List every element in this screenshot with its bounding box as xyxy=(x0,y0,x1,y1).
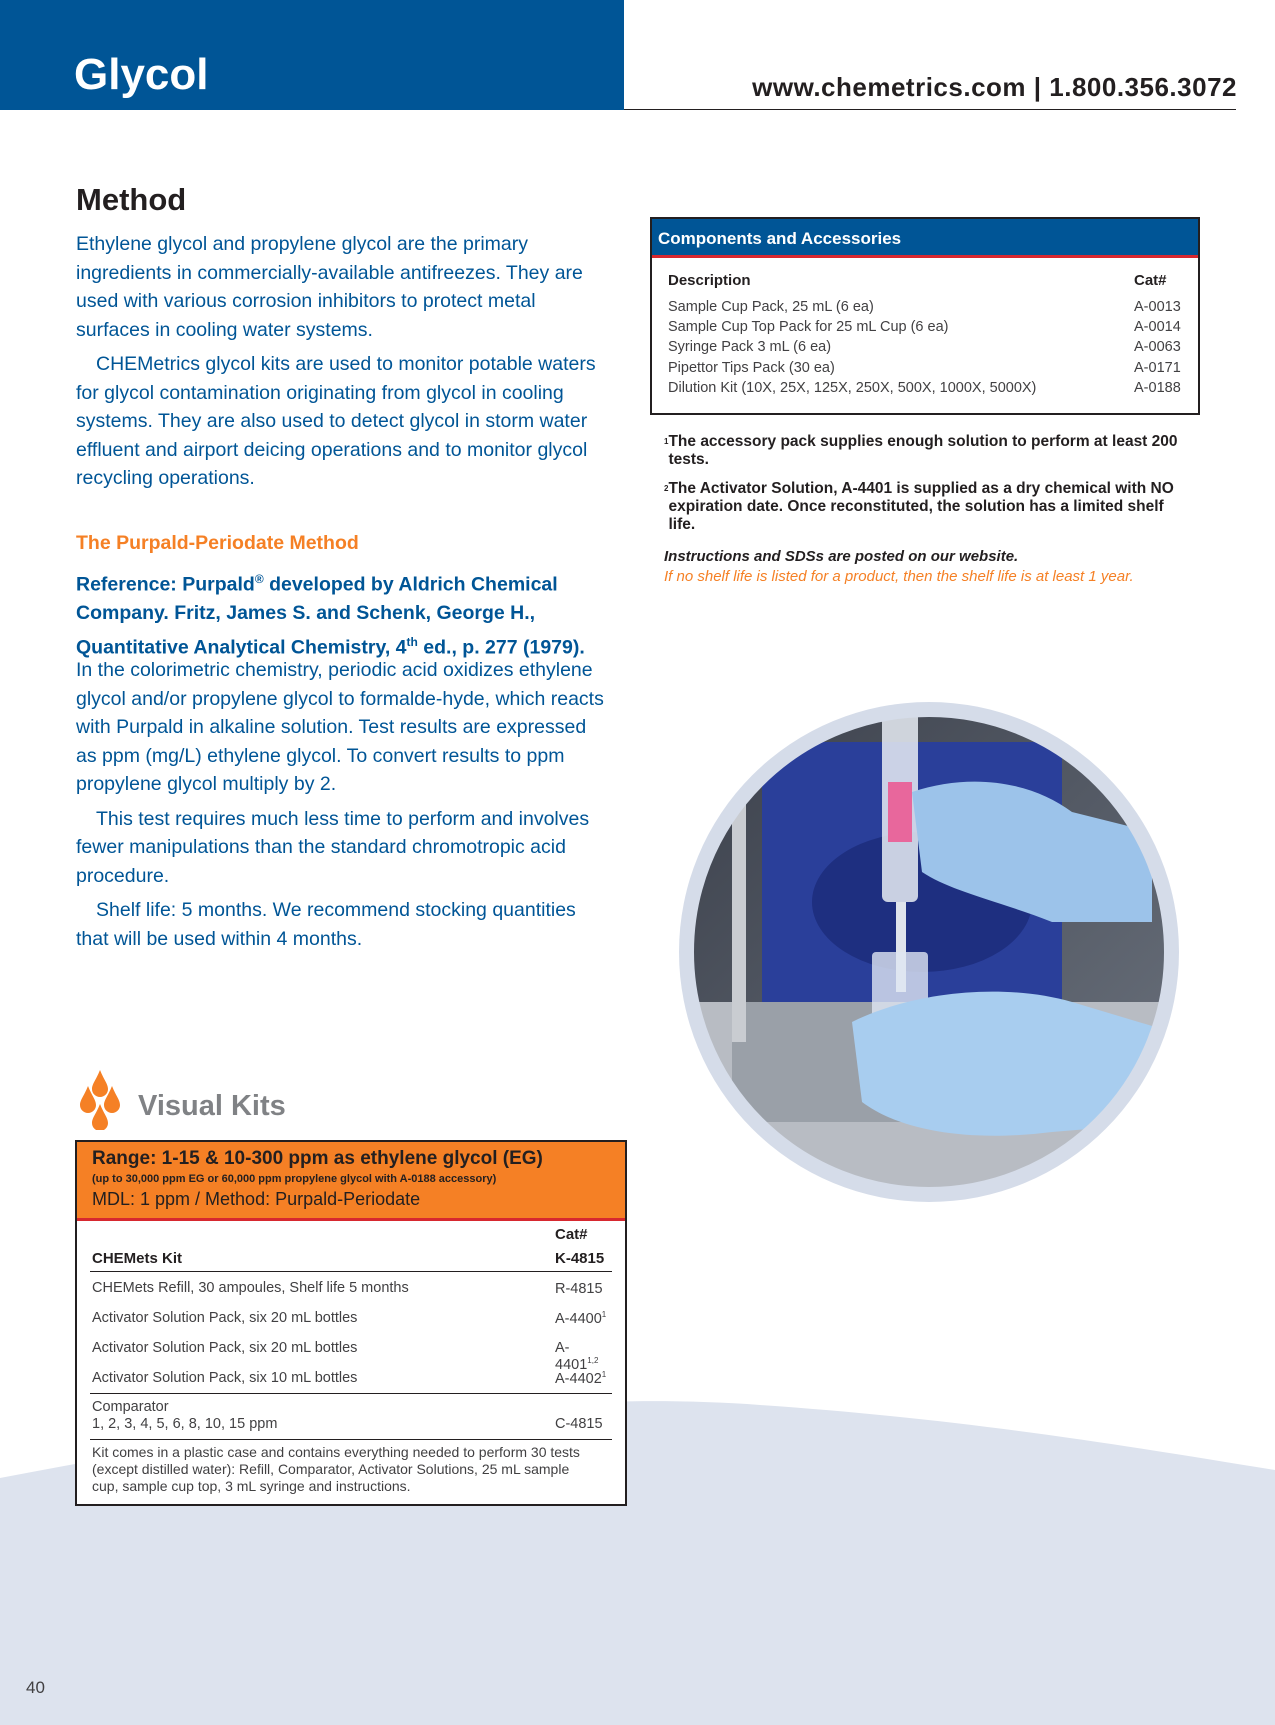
table-row: Activator Solution Pack, six 10 mL bottles A-4402$^1$ xyxy=(92,1370,607,1387)
header-rule xyxy=(624,109,1236,110)
components-table xyxy=(650,217,1200,415)
contact-info: www.chemetrics.com | 1.800.356.3072 xyxy=(752,72,1237,102)
method-para-2: CHEMetrics glycol kits are used to monitor potable waters for glycol contamination originating from glycol in cooling systems. They are also used to detect glycol in storm water effluent and airport deicing operations and to monitor glycol recycling operations. xyxy=(76,353,596,489)
divider xyxy=(90,1439,612,1440)
method-para-5: Shelf life: 5 months. We recommend stocking quantities that will be used within 4 months. xyxy=(76,899,576,950)
page-title: Glycol xyxy=(74,50,209,99)
table-row: Sample Cup Top Pack for 25 mL Cup (6 ea) A-0014 xyxy=(668,319,1181,335)
comparator-label: Comparator xyxy=(92,1399,169,1415)
table-row: Dilution Kit (10X, 25X, 125X, 250X, 500X, 1000X, 5000X) A-0188 xyxy=(668,380,1181,396)
method-intro xyxy=(76,230,606,499)
instructions-note: Instructions and SDSs are posted on our website. xyxy=(664,548,1019,565)
components-col-cat: Cat# xyxy=(1134,272,1167,289)
components-col-description: Description xyxy=(668,272,751,289)
components-header xyxy=(652,219,1198,258)
table-row: Activator Solution Pack, six 20 mL bottles A-4401$^{1,2}$ xyxy=(92,1340,599,1373)
purpald-subheading: The Purpald-Periodate Method xyxy=(76,532,359,554)
divider xyxy=(90,1393,612,1394)
footnote-2: $^2$The Activator Solution, A-4401 is supplied as a dry chemical with NO expiration date. Once reconstituted, the solution has a limited shelf life. xyxy=(664,480,1174,533)
visual-kits-title: Visual Kits xyxy=(138,1090,286,1122)
lab-photo xyxy=(672,702,1186,1202)
kit-cat: K-4815 xyxy=(555,1250,605,1267)
table-row: Sample Cup Pack, 25 mL (6 ea) A-0013 xyxy=(668,299,1181,315)
kit-note: Kit comes in a plastic case and contains everything needed to perform 30 tests (except distilled water): Refill, Comparator, Activator Solutions, 25 mL sample cup, sample cup top, 3 mL syringe and instructions. xyxy=(92,1444,580,1494)
mdl-text: MDL: 1 ppm / Method: Purpald-Periodate xyxy=(92,1189,421,1209)
range-subtext: (up to 30,000 ppm EG or 60,000 ppm propylene glycol with A-0188 accessory) xyxy=(92,1173,497,1185)
page-number: 40 xyxy=(26,1678,45,1697)
comparator-row: 1, 2, 3, 4, 5, 6, 8, 10, 15 ppm C-4815 xyxy=(92,1416,603,1432)
table-row: Activator Solution Pack, six 20 mL bottles A-4400$^1$ xyxy=(92,1310,607,1327)
method-para-4: This test requires much less time to perform and involves fewer manipulations than the standard chromotropic acid procedure. xyxy=(76,807,590,887)
divider xyxy=(90,1271,612,1272)
method-details xyxy=(76,656,606,959)
visual-kits-header xyxy=(77,1142,625,1221)
method-para-1: Ethylene glycol and propylene glycol are the primary ingredients in commercially-available antifreezes. They are used with various corrosion inhibitors to protect metal surfaces in cooling water systems. xyxy=(76,233,583,341)
reference-text: Reference: Purpald® developed by Aldrich Chemical Company. Fritz, James S. and Schenk, George H., Quantitative Analytical Chemistry, 4th ed., p. 277 (1979). xyxy=(76,572,585,658)
footnote-1: $^1$The accessory pack supplies enough solution to perform at least 200 tests. xyxy=(664,433,1178,468)
shelf-life-note: If no shelf life is listed for a product, then the shelf life is at least 1 year. xyxy=(664,568,1134,585)
visual-kits-col-cat: Cat# xyxy=(555,1226,588,1243)
table-row: Syringe Pack 3 mL (6 ea) A-0063 xyxy=(668,339,1181,355)
components-title: Components and Accessories xyxy=(658,229,902,248)
kit-label: CHEMets Kit xyxy=(92,1250,183,1267)
table-row: Pipettor Tips Pack (30 ea) A-0171 xyxy=(668,360,1181,376)
method-para-3: In the colorimetric chemistry, periodic acid oxidizes ethylene glycol and/or propylene glycol to formalde-hyde, which reacts with Purpald in alkaline solution. Test results are expressed as ppm (mg/L) ethylene glycol. To convert results to ppm propylene glycol multiply by 2. xyxy=(76,659,604,795)
visual-kits-table xyxy=(75,1140,627,1506)
table-row: CHEMets Refill, 30 ampoules, Shelf life 5 months R-4815 xyxy=(92,1280,603,1297)
range-text: Range: 1-15 & 10-300 ppm as ethylene glycol (EG) xyxy=(92,1148,543,1169)
method-heading: Method xyxy=(76,182,187,217)
drops-icon xyxy=(80,1070,130,1130)
